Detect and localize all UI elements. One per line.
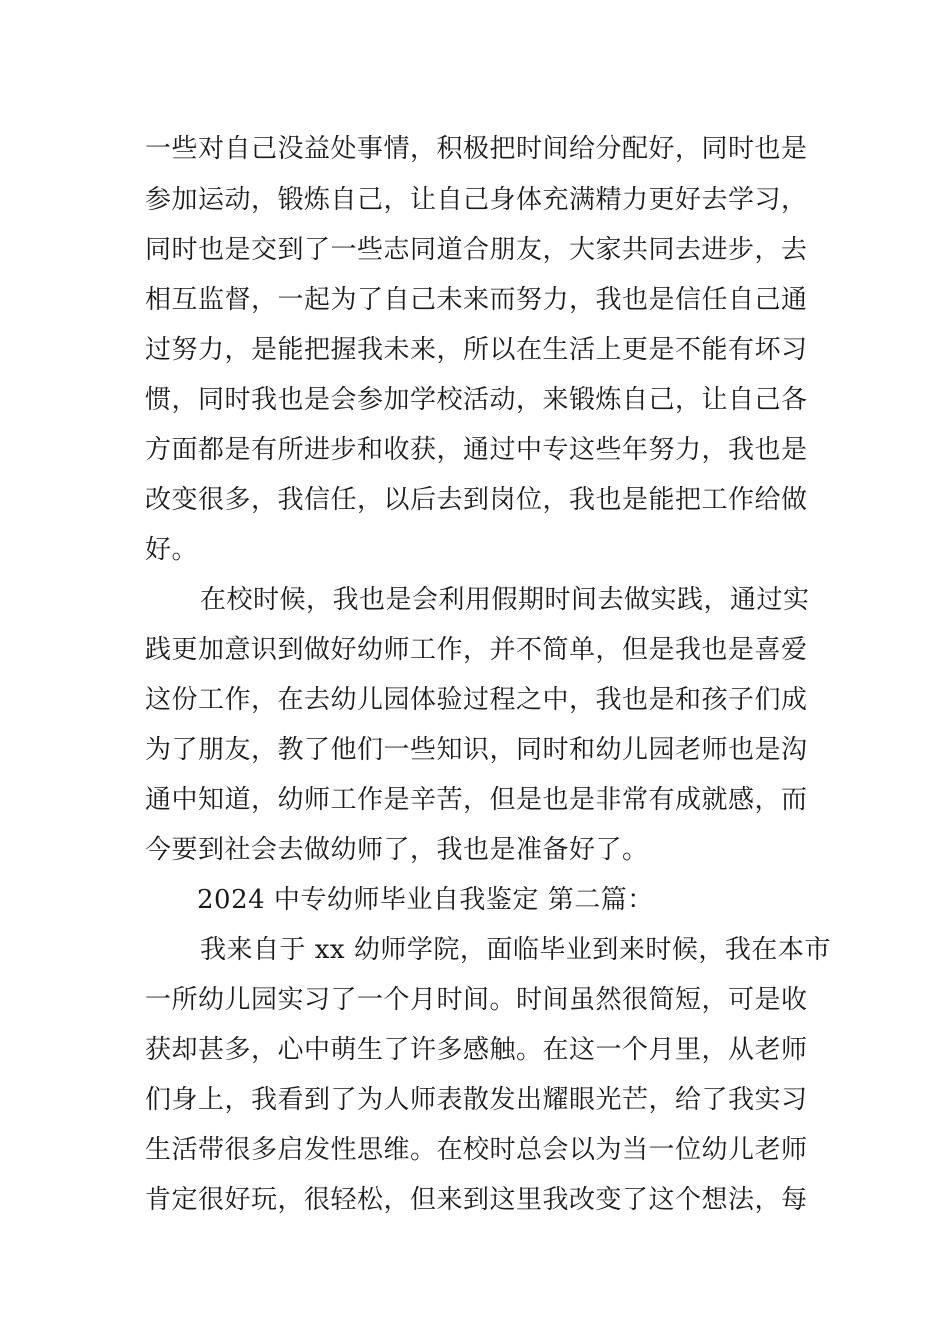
text-line: 相互监督，一起为了自己未来而努力，我也是信任自己通 (145, 285, 808, 315)
text-line: 惯，同时我也是会参加学校活动，来锻炼自己，让自己各 (145, 385, 808, 415)
text-line: 通中知道，幼师工作是辛苦，但是也是非常有成就感，而 (145, 785, 808, 815)
text-line: 获却甚多，心中萌生了许多感触。在这一个月里，从老师 (145, 1035, 808, 1065)
text-line: 肯定很好玩，很轻松，但来到这里我改变了这个想法，每 (145, 1185, 808, 1215)
text-line: 今要到社会去做幼师了，我也是准备好了。 (145, 835, 649, 865)
text-line: 生活带很多启发性思维。在校时总会以为当一位幼儿老师 (145, 1135, 808, 1165)
text-line: 方面都是有所进步和收获，通过中专这些年努力，我也是 (145, 435, 808, 465)
text-line: 参加运动，锻炼自己，让自己身体充满精力更好去学习， (145, 185, 808, 215)
text-line: 为了朋友，教了他们一些知识，同时和幼儿园老师也是沟 (145, 735, 808, 765)
text-line: 这份工作，在去幼儿园体验过程之中，我也是和孩子们成 (145, 685, 808, 715)
text-line: 们身上，我看到了为人师表散发出耀眼光芒，给了我实习 (145, 1085, 808, 1115)
text-line: 改变很多，我信任，以后去到岗位，我也是能把工作给做 (145, 485, 808, 515)
text-line: 过努力，是能把握我未来，所以在生活上更是不能有坏习 (145, 335, 808, 365)
text-line: 好。 (145, 535, 199, 565)
text-line: 一所幼儿园实习了一个月时间。时间虽然很简短，可是收 (145, 985, 808, 1015)
text-line: 践更加意识到做好幼师工作，并不简单，但是我也是喜爱 (145, 635, 808, 665)
paragraph-start-line: 我来自于 xx 幼师学院，面临毕业到来时候，我在本市 (200, 935, 831, 965)
text-line: 一些对自己没益处事情，积极把时间给分配好，同时也是 (145, 134, 808, 164)
section-heading: 2024 中专幼师毕业自我鉴定 第二篇： (197, 885, 654, 915)
text-line: 同时也是交到了一些志同道合朋友，大家共同去进步，去 (145, 235, 808, 265)
paragraph-start-line: 在校时候，我也是会利用假期时间去做实践，通过实 (200, 585, 810, 615)
